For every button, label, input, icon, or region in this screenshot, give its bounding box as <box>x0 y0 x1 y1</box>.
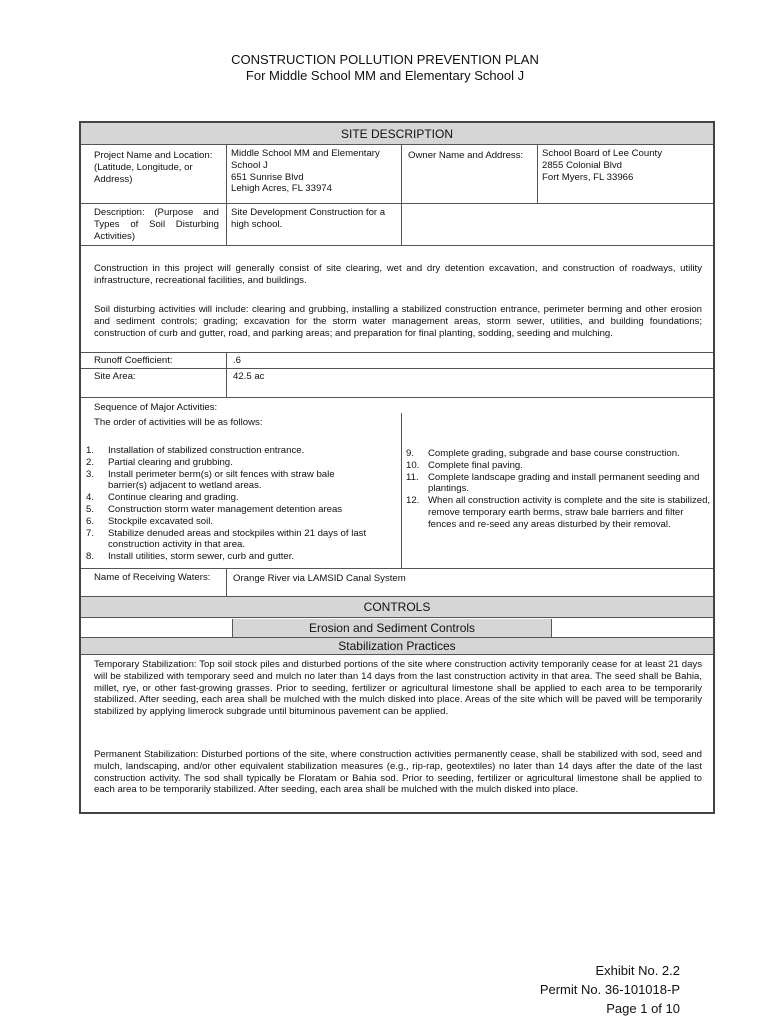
list-item: 2. Partial clearing and grubbing. <box>86 456 233 468</box>
activities-list-left <box>86 445 371 563</box>
list-item: 4. Continue clearing and grading. <box>86 492 239 504</box>
list-item: 3. Install perimeter berm(s) or silt fences with straw bale barrier(s) adjacent to wetland areas. <box>86 468 335 492</box>
receiving-waters-value: Orange River via LAMSID Canal System <box>233 573 406 584</box>
list-item: 6. Stockpile excavated soil. <box>86 515 214 527</box>
permit-number: Permit No. 36-101018-P <box>539 982 680 997</box>
owner-label: Owner Name and Address: <box>408 150 524 161</box>
runoff-value: .6 <box>233 355 242 366</box>
soil-disturbing-paragraph: Soil disturbing activities will include: clearing and grubbing, installing a stabilized construction entrance, perimeter berming and other erosion and sediment controls; grading; excavation for the storm water management areas, storm sewer, utilities, and building foundations; construction of curb and gutter, road, and parking areas; and preparation for final planting, sodding, seeding and mulching. <box>94 304 702 339</box>
runoff-label: Runoff Coefficient: <box>94 355 173 366</box>
document-title: CONSTRUCTION POLLUTION PREVENTION PLAN <box>231 52 539 67</box>
project-value: Middle School MM and Elementary School J 651 Sunrise Blvd Lehigh Acres, FL 33974 <box>231 148 380 195</box>
description-value: Site Development Construction for a high school. <box>231 207 386 230</box>
site-description-form <box>79 121 715 814</box>
controls-header: CONTROLS <box>81 597 713 618</box>
owner-value: School Board of Lee County 2855 Colonial Blvd Fort Myers, FL 33966 <box>542 148 663 183</box>
site-area-label: Site Area: <box>94 371 136 382</box>
construction-paragraph: Construction in this project will generally consist of site clearing, wet and dry detention excavation, and construction of roadways, utility infrastructure, recreational facilities, and buildings. <box>94 263 702 286</box>
list-item: 7. Stabilize denuded areas and stockpiles within 21 days of last construction activity in that area. <box>86 527 367 551</box>
list-item: 1. Installation of stabilized construction entrance. <box>86 445 305 456</box>
erosion-controls-header: Erosion and Sediment Controls <box>232 619 552 637</box>
list-item: 9. Complete grading, subgrade and base course construction. <box>406 448 680 459</box>
list-item: 11. Complete landscape grading and install permanent seeding and plantings. <box>406 471 700 495</box>
page-number: Page 1 of 10 <box>606 1001 680 1016</box>
exhibit-number: Exhibit No. 2.2 <box>595 963 680 978</box>
site-area-value: 42.5 ac <box>233 371 265 382</box>
description-label: Description: (Purpose and Types of Soil Disturbing Activities) <box>94 207 219 242</box>
site-description-header: SITE DESCRIPTION <box>81 123 713 145</box>
activities-list-right <box>406 448 711 531</box>
list-item: 10. Complete final paving. <box>406 459 523 471</box>
sequence-intro: The order of activities will be as follows: <box>94 417 263 428</box>
project-label: Project Name and Location: (Latitude, Longitude, or Address) <box>94 150 213 185</box>
list-item: 5. Construction storm water management detention areas <box>86 503 343 515</box>
receiving-waters-label: Name of Receiving Waters: <box>94 572 211 583</box>
list-item: 12. When all construction activity is complete and the site is stabilized, remove temporary earth berms, straw bale barriers and filter fences and re-seed any areas disturbed by their removal. <box>406 495 711 530</box>
temporary-stabilization-text: Temporary Stabilization: Top soil stock piles and disturbed portions of the site where construction activity temporarily cease for at least 21 days will be stabilized with temporary seed and mulch no later than 14 days from the last construction activity in that area. The seed shall be Bahia, millet, rye, or other fast-growing grasses. Prior to seeding, fertilizer or agricultural limestone shall be applied to each area to be temporarily stabilized. After seeding, each area shall be mulched with the mulch disked into place. Areas of the site which will be paved will be temporarily stabilized by applying limerock subgrade until bituminous pavement can be applied. <box>94 659 702 718</box>
sequence-label: Sequence of Major Activities: <box>94 402 218 413</box>
list-item: 8. Install utilities, storm sewer, curb and gutter. <box>86 551 295 563</box>
stabilization-practices-header: Stabilization Practices <box>81 638 713 655</box>
permanent-stabilization-text: Permanent Stabilization: Disturbed portions of the site, where construction activities permanently cease, shall be stabilized with sod, seed and mulch, landscaping, and/or other equivalent stabilization measures (e.g., rip-rap, geotextiles) no later than 14 days after the date of the last construction activity. The sod shall typically be Floratam or Bahia sod. Prior to seeding, fertilizer or agricultural limestone shall be applied to each area to be temporarily stabilized. After seeding, each area shall be mulched with the mulch disked into place. <box>94 749 702 796</box>
document-subtitle: For Middle School MM and Elementary School J <box>245 68 525 83</box>
